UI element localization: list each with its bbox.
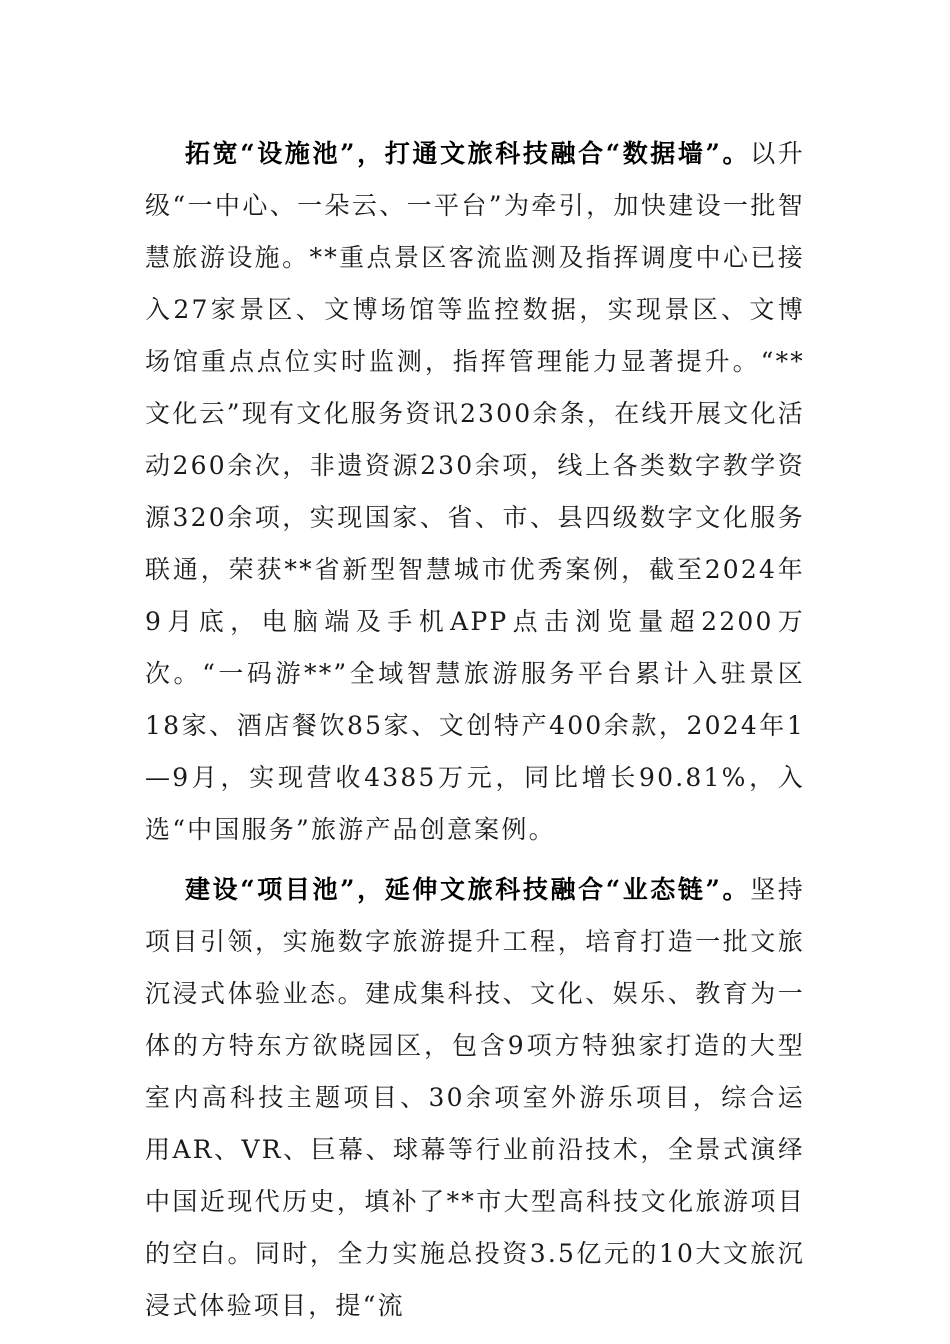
paragraph-heading: 拓宽“设施池”，打通文旅科技融合“数据墙”。	[185, 139, 751, 168]
paragraph-projects	[145, 864, 805, 1332]
paragraph-body: 坚持项目引领，实施数字旅游提升工程，培育打造一批文旅沉浸式体验业态。建成集科技、文化、娱乐、教育为一体的方特东方欲晓园区，包含9项方特独家打造的大型室内高科技主题项目、30余项室外游乐项目，综合运用AR、VR、巨幕、球幕等行业前沿技术，全景式演绎中国近现代历史，填补了**市大型高科技文化旅游项目的空白。同时，全力实施总投资3.5亿元的10大文旅沉浸式体验项目，提“流	[145, 875, 806, 1320]
paragraph-heading: 建设“项目池”，延伸文旅科技融合“业态链”。	[185, 875, 751, 904]
document-page	[145, 128, 805, 1340]
paragraph-facilities	[145, 128, 805, 856]
paragraph-body: 以升级“一中心、一朵云、一平台”为牵引，加快建设一批智慧旅游设施。**重点景区客流监测及指挥调度中心已接入27家景区、文博场馆等监控数据，实现景区、文博场馆重点点位实时监测，指挥管理能力显著提升。“**文化云”现有文化服务资讯2300余条，在线开展文化活动260余次，非遗资源230余项，线上各类数字教学资源320余项，实现国家、省、市、县四级数字文化服务联通，荣获**省新型智慧城市优秀案例，截至2024年9月底，电脑端及手机APP点击浏览量超2200万次。“一码游**”全域智慧旅游服务平台累计入驻景区18家、酒店餐饮85家、文创特产400余款，2024年1—9月，实现营收4385万元，同比增长90.81%，入选“中国服务”旅游产品创意案例。	[145, 139, 806, 844]
